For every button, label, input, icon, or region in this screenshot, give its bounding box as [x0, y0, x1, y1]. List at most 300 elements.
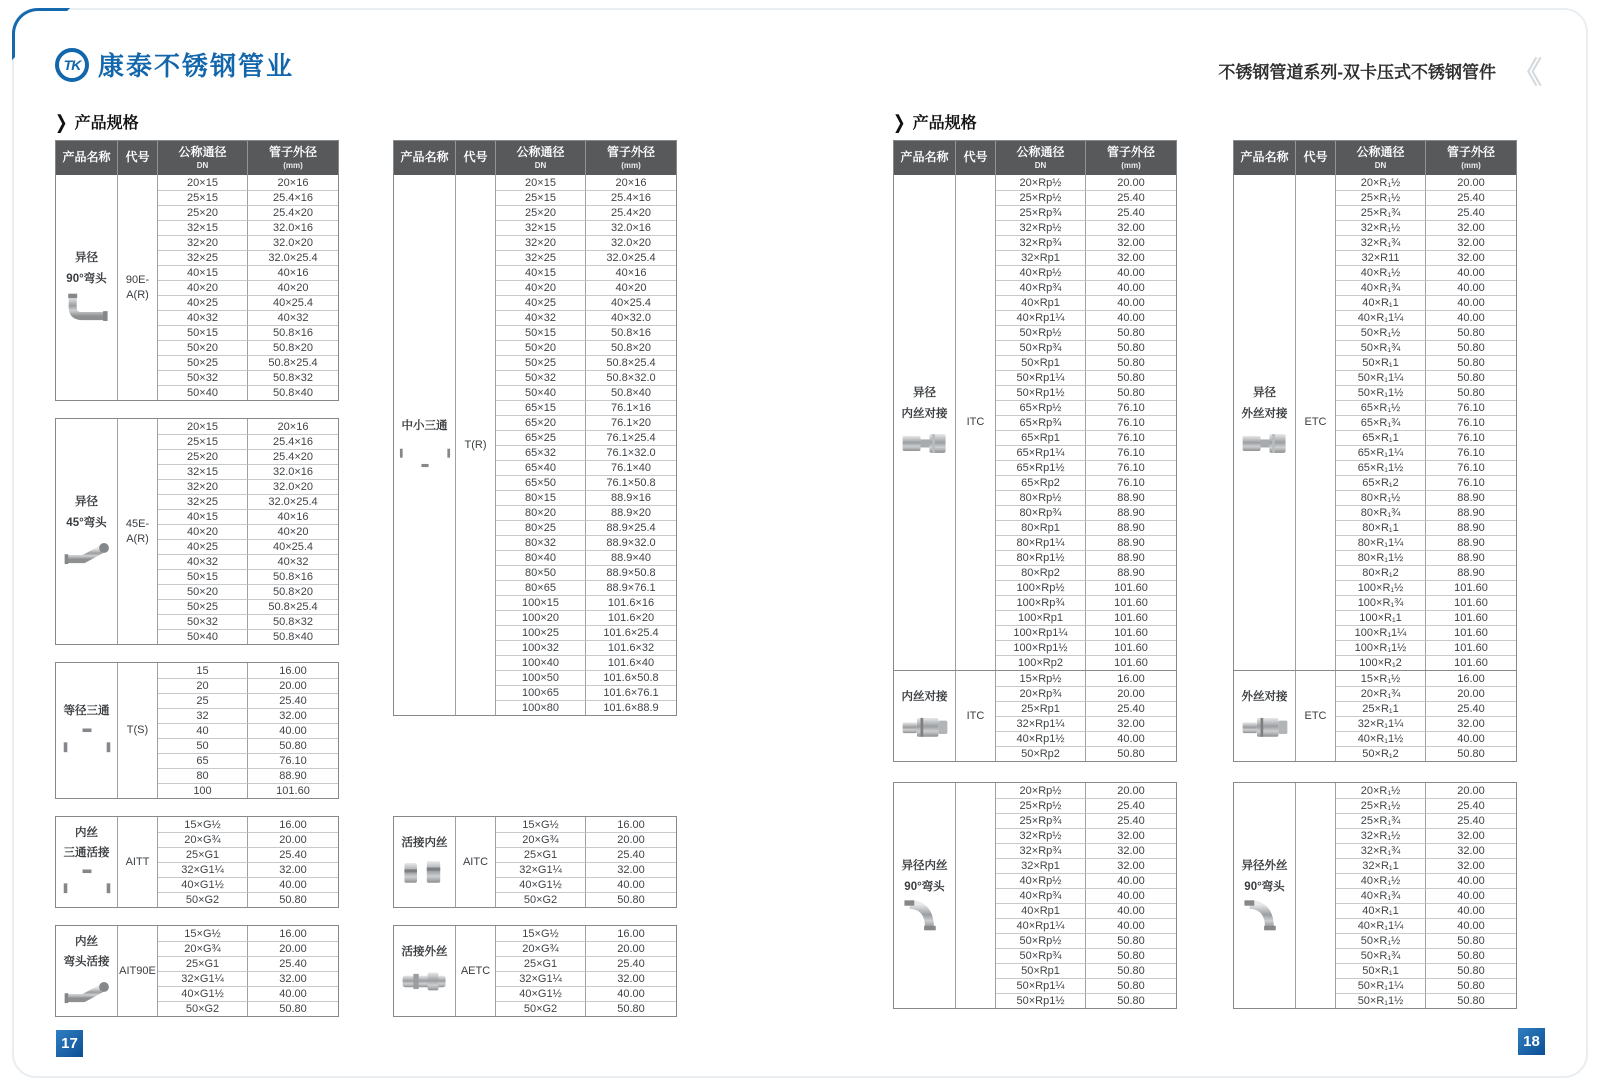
- dn-cell: 50×32: [158, 614, 248, 629]
- dn-cell: 40×20: [496, 280, 586, 295]
- document-title: 不锈钢管道系列-双卡压式不锈钢管件: [1218, 63, 1496, 82]
- od-cell: 88.90: [1426, 490, 1516, 505]
- od-cell: 32.0×16: [586, 220, 676, 235]
- column-header: 产品名称: [56, 141, 118, 175]
- dn-cell: 40×R₁¾: [1336, 280, 1426, 295]
- od-cell: 50.8×40: [586, 385, 676, 400]
- od-cell: 88.90: [1086, 505, 1176, 520]
- spec-table: [893, 140, 1177, 762]
- dn-cell: 25×G1: [496, 956, 586, 971]
- product-group: [1234, 175, 1516, 670]
- od-cell: 40×25.4: [248, 539, 338, 554]
- product-name-cell: 活接外丝: [394, 926, 456, 1016]
- od-cell: 16.00: [1117, 672, 1145, 685]
- elbow-union-icon: [60, 974, 114, 1008]
- dn-cell: 65×32: [496, 445, 586, 460]
- dn-cell: 25×R₁½: [1336, 798, 1426, 813]
- od-cell: 88.90: [1086, 550, 1176, 565]
- dn-cell: 25×Rp½: [996, 798, 1086, 813]
- dn-cell: 50×20: [496, 340, 586, 355]
- dn-cell: 25×R₁¾: [1336, 813, 1426, 828]
- table-header-row: [894, 141, 1176, 175]
- od-cell: 32.00: [248, 862, 338, 877]
- product-code-cell: ITC: [956, 175, 996, 670]
- od-cell: 40.00: [1086, 280, 1176, 295]
- dn-cell: 40×32: [158, 310, 248, 325]
- dn-cell: 40×R₁½: [1336, 873, 1426, 888]
- od-cell: 50.8×40: [248, 385, 338, 400]
- od-cell: 25.40: [1426, 190, 1516, 205]
- od-cell: 25.4×20: [586, 205, 676, 220]
- dn-cell: 40×R₁½: [1336, 265, 1426, 280]
- dn-cell: 50×25: [158, 599, 248, 614]
- dn-cell: 65×25: [496, 430, 586, 445]
- od-cell: 40×32: [248, 310, 338, 325]
- dn-cell: 80×R₁1: [1336, 520, 1426, 535]
- dn-cell: 25×G1: [158, 956, 248, 971]
- product-group: [394, 175, 676, 715]
- spec-column-3: [893, 140, 1177, 1009]
- od-cell: 32.00: [1086, 235, 1176, 250]
- product-group: [56, 663, 338, 798]
- tee-reducing-icon: [398, 438, 452, 472]
- dn-cell: 65×R₁1¼: [1336, 445, 1426, 460]
- od-cell: 25.40: [1426, 798, 1516, 813]
- dn-cell: 40×R₁1: [1336, 295, 1426, 310]
- od-cell: 50.8×16: [248, 569, 338, 584]
- dn-cell: 100×40: [496, 655, 586, 670]
- od-cell: 40×20: [586, 280, 676, 295]
- od-cell: 88.9×32.0: [586, 535, 676, 550]
- dn-cell: 32×R₁¾: [1336, 235, 1426, 250]
- dn-cell: 80×R₁1½: [1336, 550, 1426, 565]
- od-cell: 32.0×25.4: [248, 494, 338, 509]
- od-cell: 32.00: [248, 971, 338, 986]
- spec-table: [55, 662, 339, 799]
- dn-cell: 50×R₁2: [1336, 746, 1426, 761]
- od-cell: 16.00: [279, 927, 307, 940]
- od-cell: 40×25.4: [586, 295, 676, 310]
- dn-cell: 65×15: [496, 400, 586, 415]
- product-group: [56, 817, 338, 907]
- od-cell: 50.8×25.4: [248, 599, 338, 614]
- od-cell: 101.60: [1426, 640, 1516, 655]
- product-code-cell: AITC: [456, 817, 496, 907]
- dn-cell: 40×Rp1: [996, 295, 1086, 310]
- dn-cell: 50×Rp1: [996, 963, 1086, 978]
- spec-table: [55, 816, 339, 908]
- od-cell: 88.90: [1426, 505, 1516, 520]
- dn-cell: 40×Rp½: [996, 873, 1086, 888]
- product-code-cell: 90E- A(R): [118, 175, 158, 400]
- dn-cell: 100: [158, 783, 248, 798]
- od-cell: 25.40: [1086, 701, 1176, 716]
- od-cell: 50.80: [1086, 340, 1176, 355]
- product-group: [894, 175, 1176, 670]
- od-cell: 76.10: [1086, 445, 1176, 460]
- od-cell: 32.00: [1426, 235, 1516, 250]
- spec-column-2: [393, 140, 677, 1017]
- dn-cell: 20×G¾: [496, 941, 586, 956]
- elbow-90-icon: [60, 291, 114, 325]
- dn-cell: 32×20: [158, 479, 248, 494]
- dn-cell: 32×Rp¾: [996, 843, 1086, 858]
- od-cell: 40×32.0: [586, 310, 676, 325]
- dn-cell: 40×Rp1: [996, 903, 1086, 918]
- od-cell: 40.00: [586, 877, 676, 892]
- od-cell: 40.00: [1086, 918, 1176, 933]
- dn-cell: 80×R₁1¼: [1336, 535, 1426, 550]
- dn-cell: 50×Rp¾: [996, 948, 1086, 963]
- od-cell: 101.60: [1086, 595, 1176, 610]
- dn-cell: 100×Rp1½: [996, 640, 1086, 655]
- od-cell: 50.8×32: [248, 370, 338, 385]
- dn-cell: 40×25: [158, 295, 248, 310]
- od-cell: 32.00: [1086, 716, 1176, 731]
- dn-cell: 100×50: [496, 670, 586, 685]
- dn-cell: 65×R₁2: [1336, 475, 1426, 490]
- product-group: [1234, 783, 1516, 1008]
- od-cell: 40.00: [1426, 873, 1516, 888]
- od-cell: 88.90: [1426, 535, 1516, 550]
- od-cell: 32.00: [1086, 843, 1176, 858]
- dn-cell: 100×R₁1: [1336, 610, 1426, 625]
- od-cell: 40×16: [248, 265, 338, 280]
- dn-cell: 20×15: [158, 175, 248, 190]
- od-cell: 32.00: [586, 971, 676, 986]
- od-cell: 40.00: [586, 986, 676, 1001]
- dn-cell: 65×Rp1¼: [996, 445, 1086, 460]
- logo-mark-icon: TK: [55, 48, 89, 82]
- od-cell: 20.00: [1086, 686, 1176, 701]
- od-cell: 32.00: [1086, 220, 1176, 235]
- od-cell: 76.10: [1086, 415, 1176, 430]
- dn-cell: 50×32: [496, 370, 586, 385]
- union-icon: [398, 964, 452, 998]
- od-cell: 25.40: [1426, 701, 1516, 716]
- od-cell: 32.00: [1426, 716, 1516, 731]
- dn-cell: 40×G1½: [158, 986, 248, 1001]
- dn-cell: 40×15: [158, 509, 248, 524]
- product-code-cell: ETC: [1296, 175, 1336, 670]
- dn-cell: 20×G¾: [158, 832, 248, 847]
- od-cell: 50.8×25.4: [248, 355, 338, 370]
- od-cell: 40.00: [1426, 295, 1516, 310]
- dn-cell: 40×32: [496, 310, 586, 325]
- dn-cell: 65×R₁¾: [1336, 415, 1426, 430]
- dn-cell: 50×Rp½: [996, 325, 1086, 340]
- dn-cell: 32×R₁1: [1336, 858, 1426, 873]
- od-cell: 50.80: [1426, 325, 1516, 340]
- od-cell: 25.4×20: [248, 449, 338, 464]
- dn-cell: 50×R₁½: [1336, 933, 1426, 948]
- od-cell: 20.00: [248, 832, 338, 847]
- dn-cell: 80×65: [496, 580, 586, 595]
- spec-column-1: [55, 140, 339, 1017]
- dn-cell: 50×15: [496, 325, 586, 340]
- od-cell: 40.00: [1086, 295, 1176, 310]
- logo-text: 康泰不锈钢管业: [98, 51, 295, 81]
- od-cell: 50.8×40: [248, 629, 338, 644]
- od-cell: 20.00: [1457, 784, 1485, 797]
- dn-cell: 25×15: [158, 190, 248, 205]
- product-group: [894, 670, 1176, 761]
- dn-cell: 80×Rp1½: [996, 550, 1086, 565]
- dn-cell: 40×20: [158, 280, 248, 295]
- dn-cell: 80×Rp1: [996, 520, 1086, 535]
- product-code-cell: AIT90E: [118, 926, 158, 1016]
- od-cell: 88.90: [1086, 535, 1176, 550]
- dn-cell: 25×R₁½: [1336, 190, 1426, 205]
- od-cell: 20.00: [1457, 176, 1485, 189]
- page-number-right: 18: [1518, 1028, 1545, 1055]
- dn-cell: 100×R₁½: [1336, 580, 1426, 595]
- spec-table: [1233, 140, 1517, 762]
- dn-cell: 15×G½: [158, 926, 248, 941]
- product-name-cell: 活接内丝: [394, 817, 456, 907]
- spec-table: [393, 140, 677, 716]
- dn-cell: 100×Rp1¼: [996, 625, 1086, 640]
- coupling-icon: [898, 709, 952, 743]
- column-header: 公称通径 DN: [496, 141, 586, 175]
- dn-cell: 40×25: [496, 295, 586, 310]
- od-cell: 88.90: [1086, 565, 1176, 580]
- dn-cell: 40×15: [158, 265, 248, 280]
- dn-cell: 40×Rp1¼: [996, 918, 1086, 933]
- dn-cell: 50×Rp2: [996, 746, 1086, 761]
- od-cell: 32.0×16: [248, 464, 338, 479]
- dn-cell: 40×R₁¾: [1336, 888, 1426, 903]
- dn-cell: 32×25: [158, 494, 248, 509]
- od-cell: 101.60: [1426, 655, 1516, 670]
- table-header-row: [394, 141, 676, 175]
- od-cell: 40.00: [1426, 731, 1516, 746]
- od-cell: 40×16: [248, 509, 338, 524]
- dn-cell: 50×20: [158, 584, 248, 599]
- od-cell: 40.00: [248, 877, 338, 892]
- od-cell: 101.60: [1426, 580, 1516, 595]
- dn-cell: 20×R₁½: [1336, 783, 1426, 798]
- dn-cell: 50×R₁1: [1336, 355, 1426, 370]
- table-header-row: [56, 141, 338, 175]
- od-cell: 25.40: [248, 693, 338, 708]
- od-cell: 20.00: [586, 941, 676, 956]
- od-cell: 32.00: [1086, 250, 1176, 265]
- od-cell: 32.00: [1426, 828, 1516, 843]
- dn-cell: 50×R₁1: [1336, 963, 1426, 978]
- spec-column-4: [1233, 140, 1517, 1009]
- dn-cell: 32×Rp½: [996, 220, 1086, 235]
- dn-cell: 20×Rp½: [996, 175, 1086, 190]
- od-cell: 50.80: [1086, 325, 1176, 340]
- od-cell: 50.8×16: [248, 325, 338, 340]
- dn-cell: 25×20: [158, 449, 248, 464]
- product-group: [394, 926, 676, 1016]
- od-cell: 20.00: [248, 678, 338, 693]
- od-cell: 101.60: [1086, 655, 1176, 670]
- od-cell: 50.80: [1426, 978, 1516, 993]
- dn-cell: 100×R₁1¼: [1336, 625, 1426, 640]
- od-cell: 101.60: [1426, 595, 1516, 610]
- od-cell: 40.00: [1086, 731, 1176, 746]
- dn-cell: 32×G1¼: [496, 862, 586, 877]
- product-code-cell: ITC: [956, 671, 996, 761]
- dn-cell: 100×25: [496, 625, 586, 640]
- dn-cell: 50×25: [496, 355, 586, 370]
- dn-cell: 80×15: [496, 490, 586, 505]
- dn-cell: 100×R₁¾: [1336, 595, 1426, 610]
- od-cell: 88.90: [1086, 490, 1176, 505]
- od-cell: 20×16: [277, 176, 309, 189]
- product-code-cell: [956, 783, 996, 1008]
- dn-cell: 80×Rp1¼: [996, 535, 1086, 550]
- dn-cell: 15×G½: [158, 817, 248, 832]
- spec-table: [55, 418, 339, 645]
- product-code-cell: T(R): [456, 175, 496, 715]
- product-name-cell: 异径外丝 90°弯头: [1234, 783, 1296, 1008]
- arrow-right-icon: ❯: [55, 111, 68, 133]
- od-cell: 50.80: [1086, 385, 1176, 400]
- od-cell: 40.00: [1426, 280, 1516, 295]
- od-cell: 50.80: [248, 892, 338, 907]
- product-name-cell: 内丝 三通活接: [56, 817, 118, 907]
- spec-table: [55, 140, 339, 401]
- od-cell: 20×16: [615, 176, 647, 189]
- spec-table: [393, 925, 677, 1017]
- product-group: [894, 783, 1176, 1008]
- od-cell: 40.00: [1426, 888, 1516, 903]
- od-cell: 32.00: [248, 708, 338, 723]
- od-cell: 50.80: [586, 892, 676, 907]
- product-name-cell: 中小三通: [394, 175, 456, 715]
- dn-cell: 50×Rp1½: [996, 385, 1086, 400]
- od-cell: 50.80: [1086, 978, 1176, 993]
- dn-cell: 80×Rp2: [996, 565, 1086, 580]
- od-cell: 32.00: [1086, 858, 1176, 873]
- od-cell: 50.80: [248, 738, 338, 753]
- dn-cell: 25×R₁1: [1336, 701, 1426, 716]
- dn-cell: 80×50: [496, 565, 586, 580]
- dn-cell: 32×R₁½: [1336, 220, 1426, 235]
- od-cell: 101.6×20: [586, 610, 676, 625]
- dn-cell: 50×G2: [496, 1001, 586, 1016]
- spec-table: [55, 925, 339, 1017]
- dn-cell: 40×R₁1: [1336, 903, 1426, 918]
- column-header: 代号: [118, 141, 158, 175]
- od-cell: 32.00: [1426, 250, 1516, 265]
- dn-cell: 80×32: [496, 535, 586, 550]
- od-cell: 50.80: [1426, 370, 1516, 385]
- dn-cell: 50×25: [158, 355, 248, 370]
- dn-cell: 80×40: [496, 550, 586, 565]
- od-cell: 25.4×16: [248, 190, 338, 205]
- od-cell: 50.80: [586, 1001, 676, 1016]
- dn-cell: 50×Rp½: [996, 933, 1086, 948]
- dn-cell: 25: [158, 693, 248, 708]
- product-code-cell: AETC: [456, 926, 496, 1016]
- od-cell: 50.80: [1086, 933, 1176, 948]
- column-header: 公称通径 DN: [1336, 141, 1426, 175]
- product-group: [56, 926, 338, 1016]
- od-cell: 32.00: [1426, 843, 1516, 858]
- dn-cell: 32×G1¼: [158, 862, 248, 877]
- product-name-cell: 等径三通: [56, 663, 118, 798]
- dn-cell: 40×G1½: [496, 986, 586, 1001]
- od-cell: 32.0×16: [248, 220, 338, 235]
- od-cell: 101.60: [1086, 580, 1176, 595]
- od-cell: 50.80: [1426, 746, 1516, 761]
- od-cell: 101.60: [248, 783, 338, 798]
- dn-cell: 40×R₁1½: [1336, 731, 1426, 746]
- dn-cell: 50×40: [496, 385, 586, 400]
- od-cell: 88.9×76.1: [586, 580, 676, 595]
- product-name-cell: 异径 90°弯头: [56, 175, 118, 400]
- column-header: 管子外径 (mm): [1106, 145, 1155, 170]
- dn-cell: 80×25: [496, 520, 586, 535]
- od-cell: 50.80: [1426, 933, 1516, 948]
- dn-cell: 25×R₁¾: [1336, 205, 1426, 220]
- od-cell: 40.00: [1426, 265, 1516, 280]
- od-cell: 20.00: [1426, 686, 1516, 701]
- dn-cell: 20×15: [496, 175, 586, 190]
- dn-cell: 25×15: [158, 434, 248, 449]
- od-cell: 25.40: [1086, 813, 1176, 828]
- od-cell: 20.00: [248, 941, 338, 956]
- column-header: 管子外径 (mm): [606, 145, 655, 170]
- column-header: 代号: [1296, 141, 1336, 175]
- elbow-threaded-icon: [898, 899, 952, 933]
- od-cell: 32.0×20: [248, 235, 338, 250]
- union-pair-icon: [398, 855, 452, 889]
- dn-cell: 25×20: [496, 205, 586, 220]
- od-cell: 50.80: [1426, 385, 1516, 400]
- dn-cell: 32×15: [158, 464, 248, 479]
- od-cell: 32.0×25.4: [586, 250, 676, 265]
- arrow-right-icon: ❯: [893, 111, 906, 133]
- dn-cell: 40×Rp1½: [996, 731, 1086, 746]
- od-cell: 20.00: [1117, 176, 1145, 189]
- dn-cell: 65×R₁½: [1336, 400, 1426, 415]
- dn-cell: 40×15: [496, 265, 586, 280]
- od-cell: 50.80: [1086, 948, 1176, 963]
- dn-cell: 65: [158, 753, 248, 768]
- dn-cell: 40×Rp½: [996, 265, 1086, 280]
- dn-cell: 100×Rp½: [996, 580, 1086, 595]
- od-cell: 20×16: [277, 420, 309, 433]
- dn-cell: 20×R₁½: [1336, 175, 1426, 190]
- dn-cell: 40×R₁1¼: [1336, 918, 1426, 933]
- dn-cell: 32×Rp½: [996, 828, 1086, 843]
- dn-cell: 40×G1½: [496, 877, 586, 892]
- dn-cell: 20×Rp¾: [996, 686, 1086, 701]
- dn-cell: 25×Rp½: [996, 190, 1086, 205]
- od-cell: 88.90: [248, 768, 338, 783]
- od-cell: 101.60: [1426, 625, 1516, 640]
- dn-cell: 100×Rp¾: [996, 595, 1086, 610]
- dn-cell: 65×R₁1: [1336, 430, 1426, 445]
- product-name-cell: 异径 45°弯头: [56, 419, 118, 644]
- dn-cell: 40×Rp1¼: [996, 310, 1086, 325]
- column-header: 产品名称: [394, 141, 456, 175]
- dn-cell: 20×R₁¾: [1336, 686, 1426, 701]
- dn-cell: 40: [158, 723, 248, 738]
- od-cell: 101.6×76.1: [586, 685, 676, 700]
- dn-cell: 40×20: [158, 524, 248, 539]
- dn-cell: 32×15: [158, 220, 248, 235]
- dn-cell: 80×R₁¾: [1336, 505, 1426, 520]
- dn-cell: 100×32: [496, 640, 586, 655]
- product-code-cell: AITT: [118, 817, 158, 907]
